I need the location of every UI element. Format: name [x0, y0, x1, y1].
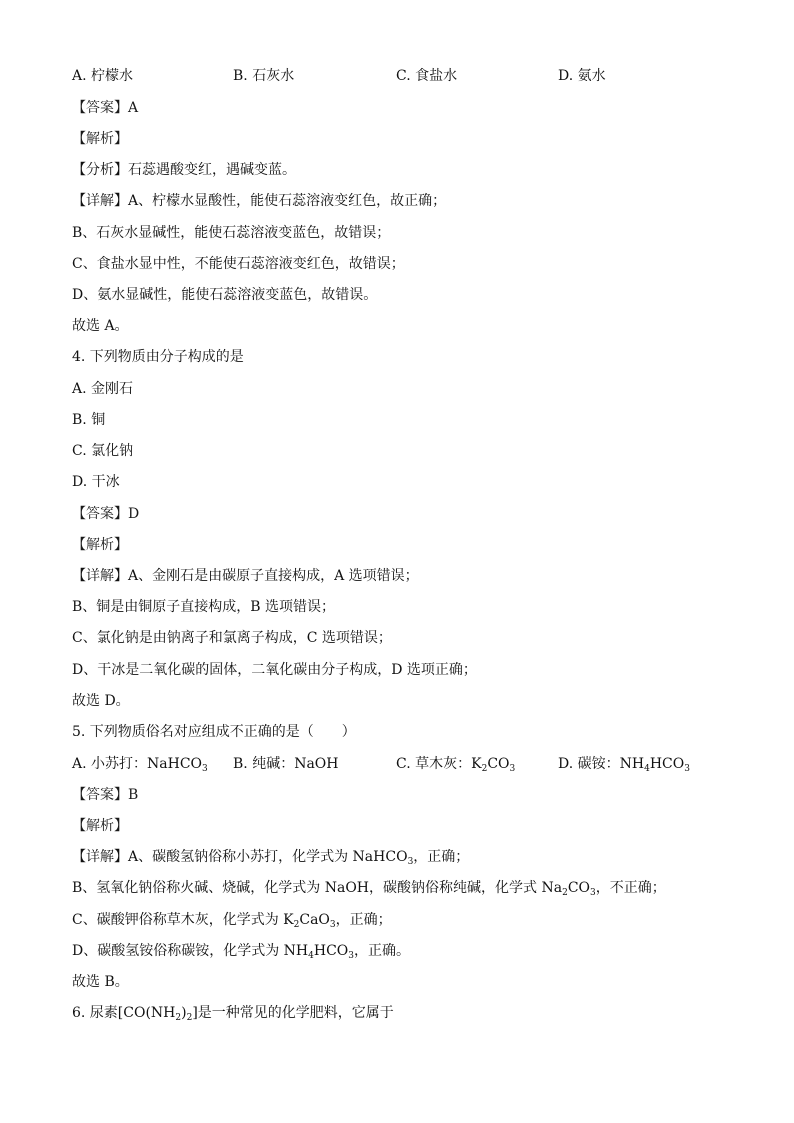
q3-answer: 【答案】A — [72, 100, 139, 116]
q3-explain-b: B、石灰水显碱性，能使石蕊溶液变蓝色，故错误； — [72, 225, 391, 241]
q4-explain-d: D、干冰是二氧化碳的固体，二氧化碳由分子构成，D 选项正确； — [72, 662, 477, 678]
q3-explain-c: C、食盐水显中性，不能使石蕊溶液变红色，故错误； — [72, 256, 405, 272]
q6-stem: 6. 尿素$[CO(NH_2)_2]$是一种常见的化学肥料，它属于 — [72, 1005, 394, 1023]
q5-explain-d: D、碳酸氢铵俗称碳铵，化学式为 $NH_4HCO_3$，正确。 — [72, 943, 411, 961]
q3-option-c: C. 食盐水 — [396, 68, 458, 84]
q5-option-d: D. 碳铵：$NH_4HCO_3$ — [558, 756, 690, 774]
q5-conclusion: 故选 B。 — [72, 974, 129, 990]
q4-option-c: C. 氯化钠 — [72, 443, 134, 459]
q4-option-d: D. 干冰 — [72, 474, 120, 490]
q4-option-b: B. 铜 — [72, 412, 106, 428]
q4-answer: 【答案】D — [72, 506, 140, 522]
q3-conclusion: 故选 A。 — [72, 318, 129, 334]
q5-option-c: C. 草木灰：$K_2CO_3$ — [396, 756, 516, 774]
q3-option-d: D. 氨水 — [558, 68, 606, 84]
q4-analysis-heading: 【解析】 — [72, 537, 128, 553]
q5-option-b: B. 纯碱：NaOH — [233, 756, 339, 772]
q3-fenxi: 【分析】石蕊遇酸变红，遇碱变蓝。 — [72, 162, 296, 178]
q3-xiangjie: 【详解】A、柠檬水显酸性，能使石蕊溶液变红色，故正确； — [72, 193, 447, 209]
q5-xiangjie: 【详解】A、碳酸氢钠俗称小苏打，化学式为 NaHCO$_3$，正确； — [72, 849, 470, 867]
q5-stem: 5. 下列物质俗名对应组成不正确的是（ ） — [72, 724, 356, 740]
q5-explain-b: B、氢氧化钠俗称火碱、烧碱，化学式为 NaOH，碳酸钠俗称纯碱，化学式 $Na_2CO_3$，不正确； — [72, 880, 666, 898]
q4-xiangjie: 【详解】A、金刚石是由碳原子直接构成，A 选项错误； — [72, 568, 419, 584]
q4-conclusion: 故选 D。 — [72, 693, 130, 709]
q4-explain-c: C、氯化钠是由钠离子和氯离子构成，C 选项错误； — [72, 630, 392, 646]
q3-option-b: B. 石灰水 — [233, 68, 295, 84]
q5-analysis-heading: 【解析】 — [72, 818, 128, 834]
q3-option-a: A. 柠檬水 — [72, 68, 134, 84]
q3-analysis-heading: 【解析】 — [72, 131, 128, 147]
q4-option-a: A. 金刚石 — [72, 381, 134, 397]
q4-explain-b: B、铜是由铜原子直接构成，B 选项错误； — [72, 599, 336, 615]
q5-answer: 【答案】B — [72, 787, 139, 803]
q5-option-a: A. 小苏打：NaHCO$_3$ — [72, 756, 208, 774]
q4-stem: 4. 下列物质由分子构成的是 — [72, 349, 244, 365]
q3-explain-d: D、氨水显碱性，能使石蕊溶液变蓝色，故错误。 — [72, 287, 378, 303]
q5-explain-c: C、碳酸钾俗称草木灰，化学式为 $K_2CaO_3$，正确； — [72, 912, 392, 930]
